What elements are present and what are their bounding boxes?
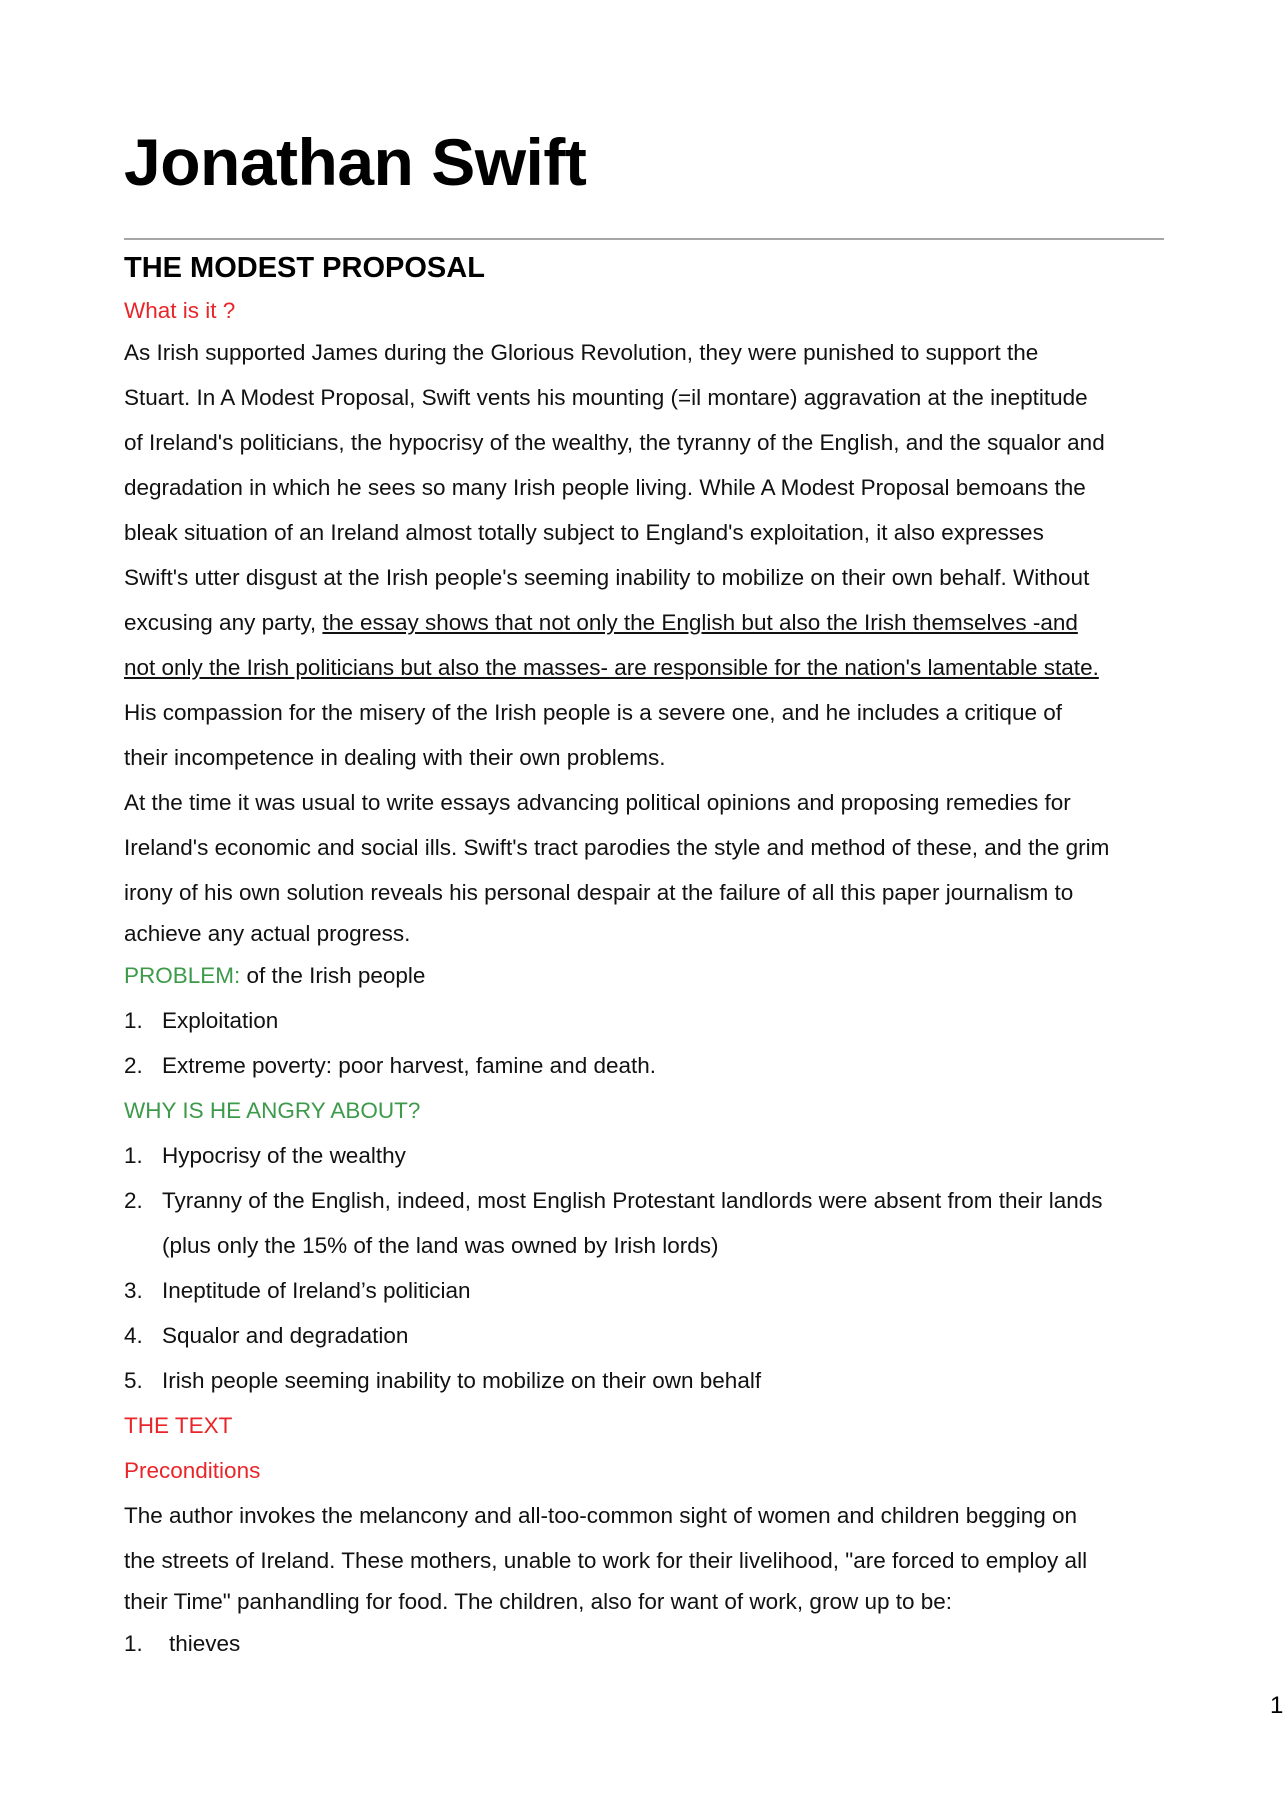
preconditions-heading: Preconditions — [124, 1458, 261, 1483]
list-item — [124, 1178, 1164, 1223]
problem-line — [124, 953, 1164, 998]
paragraph-line: At the time it was usual to write essays advancing political opinions and proposing remedies for — [124, 790, 1071, 815]
paragraph-line: their incompetence in dealing with their own problems. — [124, 745, 666, 770]
list-item — [124, 1621, 1164, 1666]
paragraph-line: degradation in which he sees so many Irish people living. While A Modest Proposal bemoans the — [124, 475, 1086, 500]
page-number: 1 — [1270, 1692, 1283, 1719]
list-number: 1. — [124, 1008, 143, 1033]
list-text: Exploitation — [162, 1008, 279, 1033]
paragraph-line: bleak situation of an Ireland almost totally subject to England's exploitation, it also expresses — [124, 520, 1044, 545]
list-item — [124, 1313, 1164, 1358]
paragraph-line: Swift's utter disgust at the Irish people's seeming inability to mobilize on their own behalf. Without — [124, 565, 1090, 590]
paragraph-line: The author invokes the melancony and all-too-common sight of women and children begging on — [124, 1503, 1078, 1528]
document-title: Jonathan Swift — [124, 125, 587, 199]
list-item — [124, 998, 1164, 1043]
paragraph-line: As Irish supported James during the Glorious Revolution, they were punished to support the — [124, 340, 1039, 365]
list-item-continuation — [124, 1223, 1164, 1268]
paragraph-line: the streets of Ireland. These mothers, unable to work for their livelihood, "are forced to employ all — [124, 1548, 1088, 1573]
list-number: 2. — [124, 1188, 143, 1213]
paragraph-line — [124, 645, 1164, 690]
angry-heading: WHY IS HE ANGRY ABOUT? — [124, 1098, 421, 1123]
list-text: (plus only the 15% of the land was owned by Irish lords) — [162, 1233, 719, 1258]
paragraph-line: Ireland's economic and social ills. Swift's tract parodies the style and method of these, and the grim — [124, 835, 1110, 860]
paragraph-line: His compassion for the misery of the Irish people is a severe one, and he includes a critique of — [124, 700, 1062, 725]
list-number: 5. — [124, 1368, 143, 1393]
paragraph-line: of Ireland's politicians, the hypocrisy of the wealthy, the tyranny of the English, and the squalor and — [124, 430, 1105, 455]
list-text: Hypocrisy of the wealthy — [162, 1143, 406, 1168]
list-item — [124, 1043, 1164, 1088]
list-number: 1. — [124, 1143, 143, 1168]
list-text: Irish people seeming inability to mobilize on their own behalf — [162, 1368, 762, 1393]
list-text: Extreme poverty: poor harvest, famine and death. — [162, 1053, 657, 1078]
document-body — [124, 292, 1164, 1666]
list-number: 2. — [124, 1053, 143, 1078]
list-item — [124, 1133, 1164, 1178]
list-text: thieves — [169, 1631, 241, 1656]
underlined-text: not only the Irish politicians but also the masses- are responsible for the nation's lamentable state. — [124, 655, 1099, 680]
problem-text: of the Irish people — [240, 963, 426, 988]
list-item — [124, 1358, 1164, 1403]
list-number: 4. — [124, 1323, 143, 1348]
list-text: Squalor and degradation — [162, 1323, 409, 1348]
problem-heading: PROBLEM: — [124, 963, 241, 988]
list-item — [124, 1268, 1164, 1313]
title-divider — [124, 238, 1164, 240]
paragraph-line: achieve any actual progress. — [124, 921, 411, 946]
list-text: Ineptitude of Ireland’s politician — [162, 1278, 471, 1303]
the-text-heading: THE TEXT — [124, 1413, 233, 1438]
paragraph-line: irony of his own solution reveals his personal despair at the failure of all this paper journalism to — [124, 880, 1074, 905]
underlined-text: the essay shows that not only the English but also the Irish themselves -and — [322, 610, 1078, 635]
paragraph-line: their Time" panhandling for food. The children, also for want of work, grow up to be: — [124, 1589, 953, 1614]
list-text: Tyranny of the English, indeed, most English Protestant landlords were absent from their lands — [162, 1188, 1103, 1213]
paragraph-line — [124, 600, 1164, 645]
plain-text: excusing any party, — [124, 610, 323, 635]
section-heading: THE MODEST PROPOSAL — [124, 252, 485, 284]
paragraph-line: Stuart. In A Modest Proposal, Swift vents his mounting (=il montare) aggravation at the ineptitude — [124, 385, 1088, 410]
list-number: 3. — [124, 1278, 143, 1303]
what-is-it-heading: What is it ? — [124, 298, 236, 323]
list-number: 1. — [124, 1631, 143, 1656]
